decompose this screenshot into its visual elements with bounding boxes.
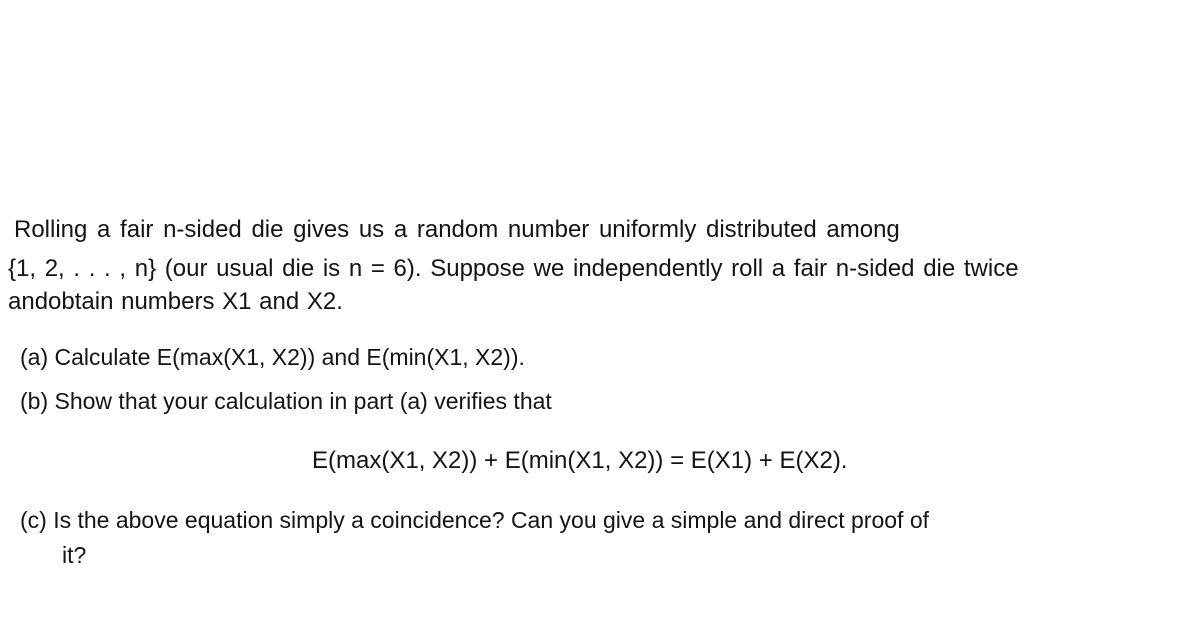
part-a: (a) Calculate E(max(X1, X2)) and E(min(X1, X2)). [20, 344, 525, 370]
part-b: (b) Show that your calculation in part (a) verifies that [20, 388, 552, 414]
part-c-line-1: (c) Is the above equation simply a coincidence? Can you give a simple and direct proof of [20, 507, 930, 533]
intro-line-1: Rolling a fair n-sided die gives us a random number uniformly distributed among [14, 216, 900, 243]
intro-line-3: andobtain numbers X1 and X2. [8, 288, 343, 315]
equation: E(max(X1, X2)) + E(min(X1, X2)) = E(X1) + E(X2). [312, 447, 848, 474]
part-c-line-2: it? [62, 542, 87, 568]
intro-line-2: {1, 2, . . . , n} (our usual die is n = 6). Suppose we independently roll a fair n-sided die twice [8, 255, 1019, 282]
